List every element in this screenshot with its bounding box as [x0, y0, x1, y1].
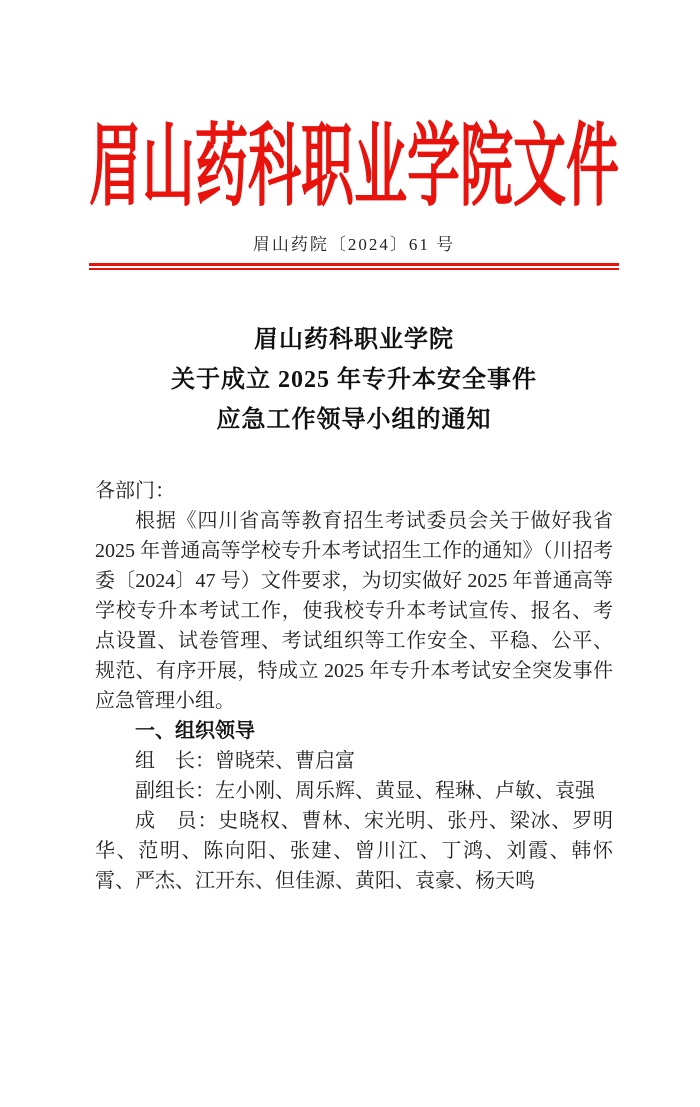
role-names-deputy-leader: 左小刚、周乐辉、黄显、程琳、卢敏、袁强: [215, 780, 595, 802]
red-divider-line: [89, 263, 619, 270]
document-page: [0, 118, 700, 1107]
letterhead: [89, 118, 619, 270]
notice-title-line-1: 眉山药科职业学院: [254, 327, 454, 353]
role-label-members: 成 员：: [135, 810, 219, 832]
letterhead-org-title: 眉山药科职业学院文件: [89, 118, 619, 218]
role-names-group-leader: 曾晓荣、曹启富: [215, 750, 355, 772]
role-names-members: 史晓权、曹林、宋光明、张丹、梁冰、罗明华、范明、陈向阳、张建、曾川江、丁鸿、刘霞、韩怀霄、严杰、江开东、但佳源、黄阳、袁豪、杨天鸣: [95, 810, 614, 892]
role-label-deputy-leader: 副组长：: [135, 780, 215, 802]
section-heading-organization-leadership: 一、组织领导: [135, 720, 255, 742]
intro-paragraph: 根据《四川省高等教育招生考试委员会关于做好我省 2025 年普通高等学校专升本考试招生工作的通知》（川招考委〔2024〕47 号）文件要求，为切实做好 2025 年普通高等学校专升本考试工作，使我校专升本考试宣传、报名、考点设置、试卷管理、考试组织等工作安全、平稳、公平、规范、有序开展，特成立 2025 年专升本考试安全突发事件应急管理小组。: [95, 510, 613, 712]
document-body: [95, 476, 613, 896]
notice-title-line-2: 关于成立 2025 年专升本安全事件: [171, 367, 537, 393]
role-line-members: [95, 806, 613, 896]
role-line-group-leader: [95, 746, 613, 776]
document-number: 眉山药院〔2024〕61 号: [252, 235, 456, 254]
role-label-group-leader: 组 长：: [135, 750, 215, 772]
notice-title: [95, 320, 613, 440]
salutation: 各部门：: [95, 480, 175, 502]
role-line-deputy-leader: [95, 776, 613, 806]
notice-title-line-3: 应急工作领导小组的通知: [216, 407, 492, 433]
